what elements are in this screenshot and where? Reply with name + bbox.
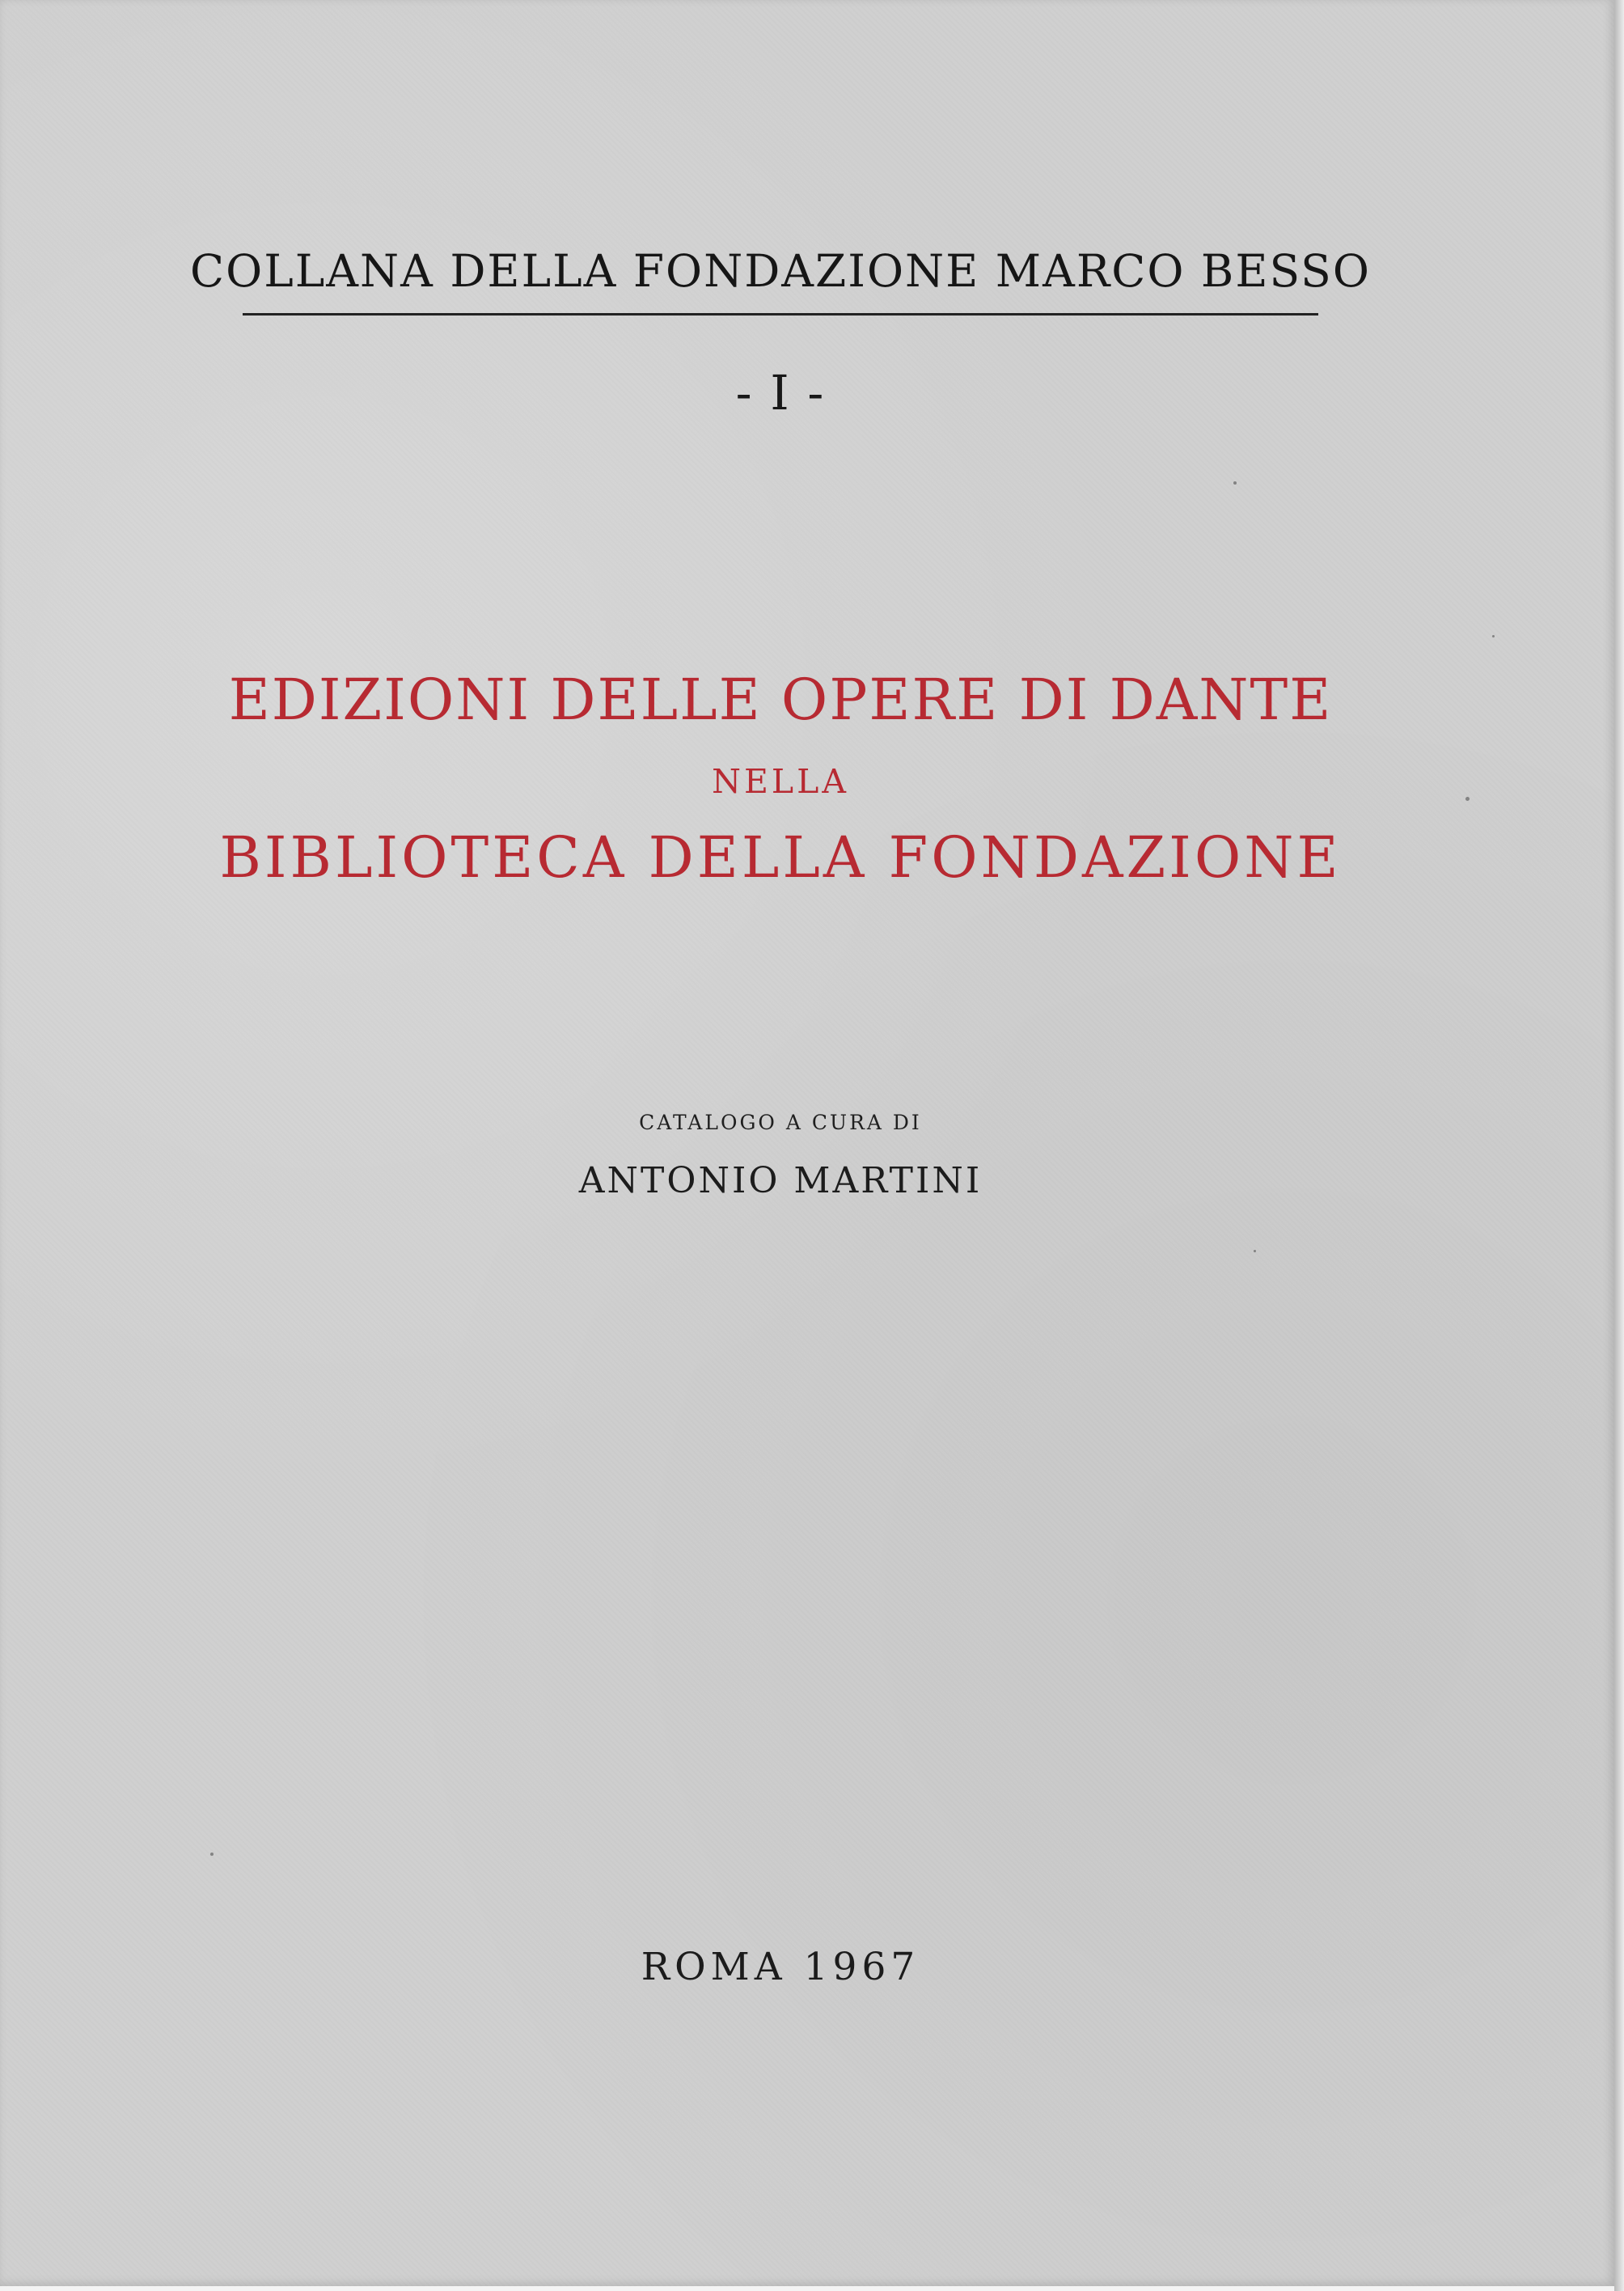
title-connector: NELLA [712,762,849,801]
cover-edge [1614,0,1624,2291]
title-line-2: BIBLIOTECA DELLA FONDAZIONE [219,824,1342,891]
imprint: ROMA 1967 [641,1945,920,1989]
paper-speck [210,1853,214,1856]
series-divider [243,313,1318,315]
title-line-1: EDIZIONI DELLE OPERE DI DANTE [228,667,1333,733]
paper-speck [1465,797,1470,801]
volume-number: - I - [735,365,826,421]
paper-speck [1254,1250,1256,1252]
paper-speck [1492,635,1495,637]
catalog-label: CATALOGO A CURA DI [639,1111,922,1134]
paper-speck [1233,481,1237,485]
series-title: COLLANA DELLA FONDAZIONE MARCO BESSO [190,245,1371,297]
author-name: ANTONIO MARTINI [578,1160,983,1201]
